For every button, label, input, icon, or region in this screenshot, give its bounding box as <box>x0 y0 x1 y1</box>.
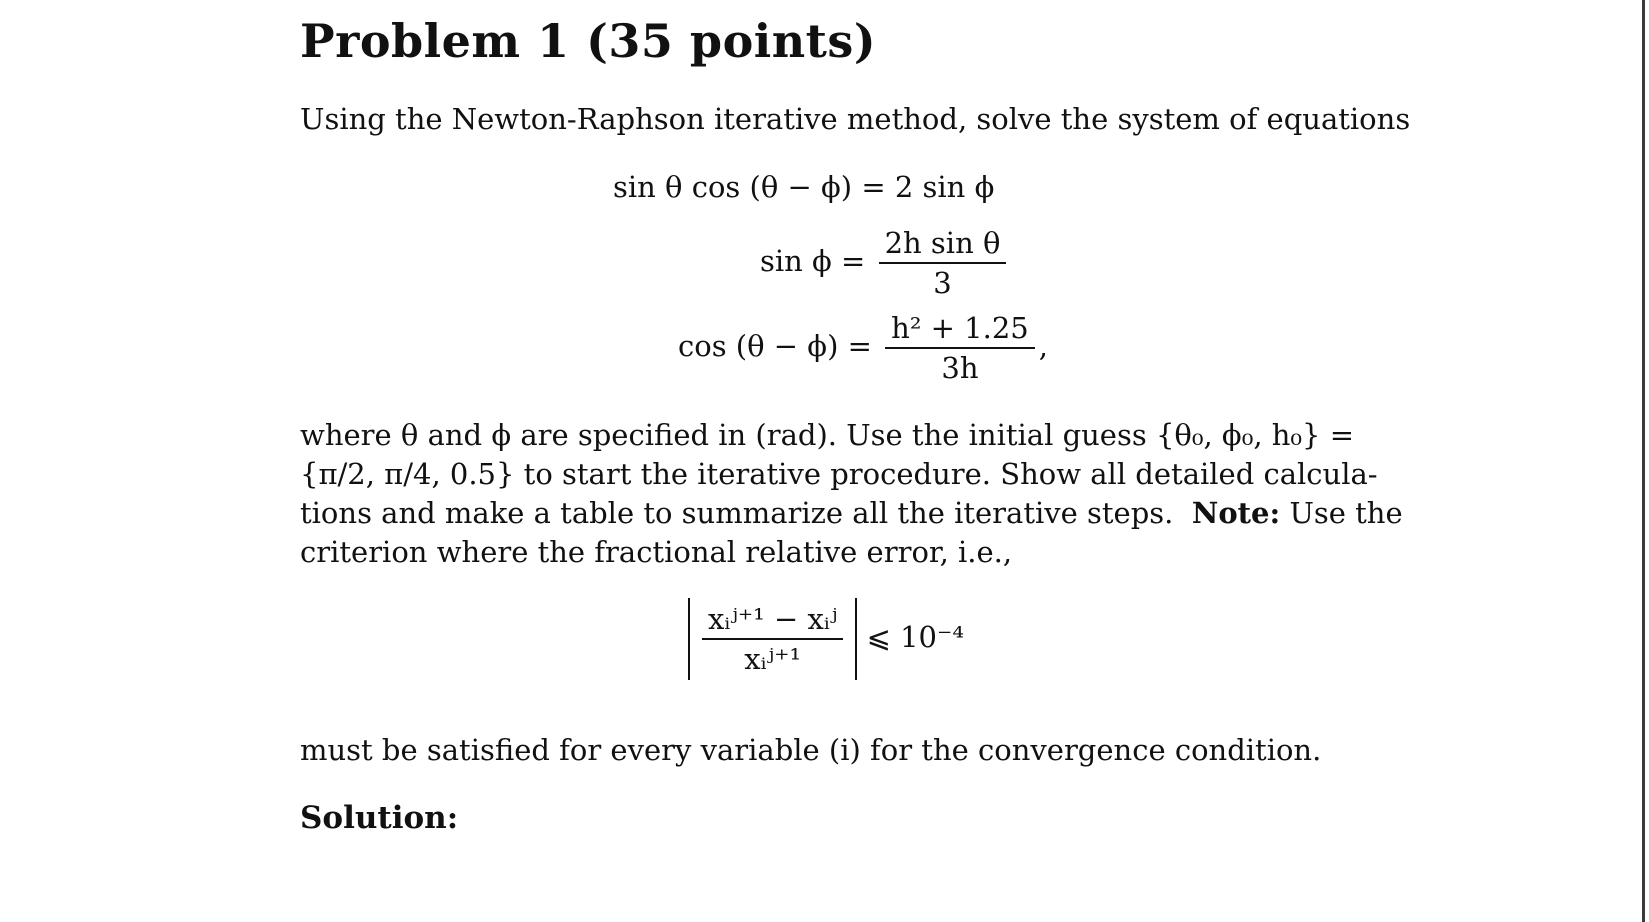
description-paragraph <box>300 416 1403 572</box>
convergence-criterion <box>688 598 964 680</box>
equation-3-lhs: cos (θ − ϕ) = <box>678 329 872 363</box>
criterion-rhs: ⩽ 10⁻⁴ <box>866 620 964 654</box>
equation-2 <box>760 224 1010 302</box>
equation-2-lhs: sin ϕ = <box>760 244 866 278</box>
equation-3-punctuation: , <box>1038 329 1048 363</box>
description-line-3 <box>300 494 1403 533</box>
criterion-fraction <box>702 600 843 678</box>
equation-3-numerator: h² + 1.25 <box>885 309 1035 349</box>
description-line-1: where θ and ϕ are specified in (rad). Use the initial guess {θ₀, ϕ₀, h₀} = <box>300 418 1355 452</box>
description-line-3-text: tions and make a table to summarize all the iterative steps. <box>300 496 1174 530</box>
note-label: Note: <box>1191 496 1281 530</box>
page-edge-divider <box>1642 0 1645 922</box>
description-line-2: {π/2, π/4, 0.5} to start the iterative procedure. Show all detailed calcula- <box>300 457 1378 491</box>
equation-2-denominator: 3 <box>933 266 952 300</box>
equation-2-fraction <box>879 224 1007 302</box>
equation-1: sin θ cos (θ − ϕ) = 2 sin ϕ <box>613 170 995 204</box>
problem-title: Problem 1 (35 points) <box>300 14 877 68</box>
equation-3 <box>678 309 1048 387</box>
equation-3-denominator: 3h <box>941 351 979 385</box>
criterion-absolute-value <box>688 598 857 680</box>
criterion-numerator: xᵢʲ⁺¹ − xᵢʲ <box>702 600 843 640</box>
closing-text: must be satisfied for every variable (i) for the convergence condition. <box>300 733 1322 767</box>
note-text: Use the <box>1289 496 1403 530</box>
description-line-4: criterion where the fractional relative error, i.e., <box>300 535 1013 569</box>
solution-label: Solution: <box>300 800 459 836</box>
intro-text: Using the Newton-Raphson iterative method, solve the system of equations <box>300 102 1411 136</box>
equation-3-fraction <box>885 309 1035 387</box>
equation-2-numerator: 2h sin θ <box>879 224 1007 264</box>
criterion-denominator: xᵢʲ⁺¹ <box>744 642 802 676</box>
